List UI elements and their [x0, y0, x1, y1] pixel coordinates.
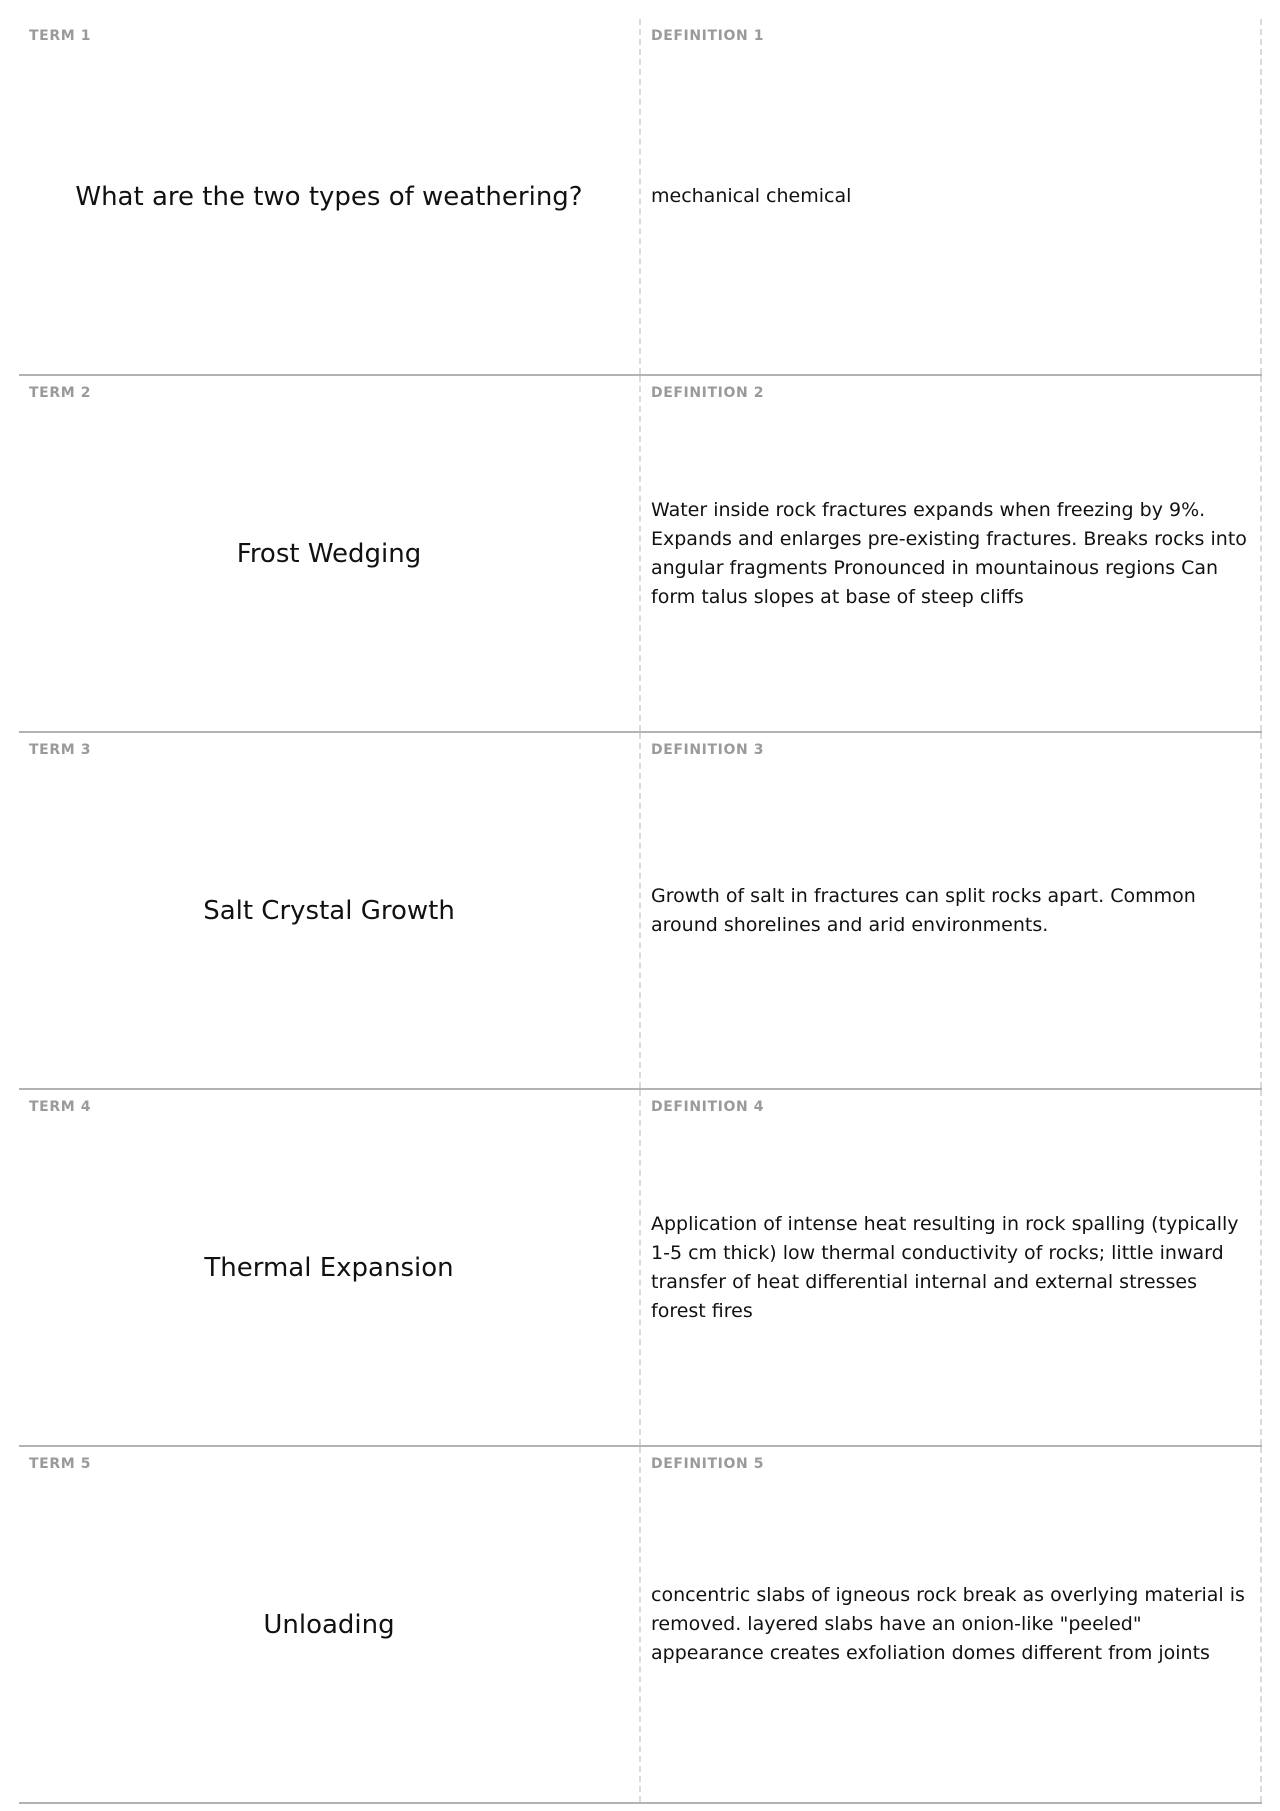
flashcard-row — [19, 1447, 1262, 1804]
definition-cell — [641, 376, 1262, 731]
term-label: TERM 4 — [29, 1099, 92, 1115]
definition-text: mechanical chemical — [651, 185, 852, 207]
definition-label: DEFINITION 3 — [651, 742, 765, 758]
term-cell — [19, 1447, 641, 1802]
flashcard-row — [19, 1090, 1262, 1447]
term-label: TERM 5 — [29, 1456, 92, 1472]
definition-text: Water inside rock fractures expands when freezing by 9%. Expands and enlarges pre-existing fractures. Breaks rocks into angular fragments Pronounced in mountainous regions Can form talus slopes at base of steep cliffs — [651, 498, 1247, 608]
term-cell — [19, 19, 641, 374]
term-label: TERM 1 — [29, 28, 92, 44]
term-cell — [19, 376, 641, 731]
definition-label: DEFINITION 2 — [651, 385, 765, 401]
definition-cell — [641, 1090, 1262, 1445]
definition-cell — [641, 19, 1262, 374]
definition-cell — [641, 1447, 1262, 1802]
term-text: What are the two types of weathering? — [75, 181, 583, 212]
definition-text: Application of intense heat resulting in rock spalling (typically 1-5 cm thick) low thermal conductivity of rocks; little inward transfer of heat differential internal and external stresses forest fires — [651, 1212, 1239, 1322]
definition-text: Growth of salt in fractures can split rocks apart. Common around shorelines and arid environments. — [651, 884, 1196, 936]
flashcard-row — [19, 376, 1262, 733]
flashcard-row — [19, 19, 1262, 376]
definition-cell — [641, 733, 1262, 1088]
definition-label: DEFINITION 4 — [651, 1099, 765, 1115]
term-label: TERM 2 — [29, 385, 92, 401]
term-cell — [19, 1090, 641, 1445]
term-label: TERM 3 — [29, 742, 92, 758]
term-text: Unloading — [263, 1609, 395, 1640]
term-cell — [19, 733, 641, 1088]
flashcard-row — [19, 733, 1262, 1090]
definition-label: DEFINITION 1 — [651, 28, 765, 44]
flashcard-sheet — [19, 19, 1262, 1804]
term-text: Salt Crystal Growth — [203, 895, 455, 926]
definition-text: concentric slabs of igneous rock break as overlying material is removed. layered slabs have an onion-like "peeled" appearance creates exfoliation domes different from joints — [651, 1584, 1245, 1664]
term-text: Frost Wedging — [236, 538, 422, 569]
term-text: Thermal Expansion — [204, 1252, 454, 1283]
definition-label: DEFINITION 5 — [651, 1456, 765, 1472]
